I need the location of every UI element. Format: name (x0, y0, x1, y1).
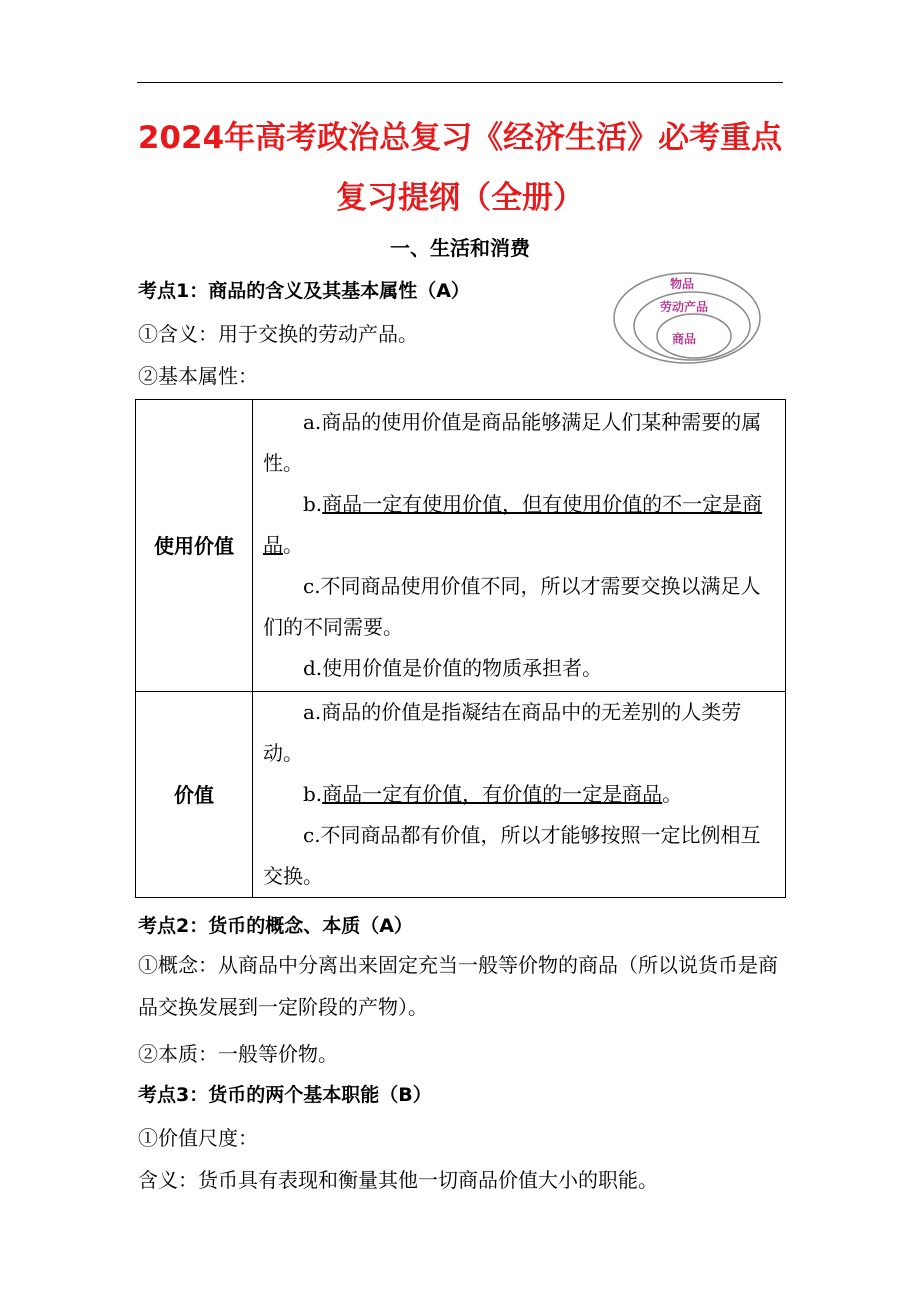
kp2-essence: ②本质：一般等价物。 (138, 1042, 338, 1066)
commodity-nesting-diagram (612, 270, 762, 365)
value-b (263, 774, 779, 815)
kp3-measure: ①价值尺度： (138, 1126, 258, 1150)
use-value-d: d.使用价值是价值的物质承担者。 (303, 656, 603, 680)
value-header: 价值 (136, 692, 253, 898)
kp1-meaning: ①含义：用于交换的劳动产品。 (138, 322, 418, 346)
use-value-c: c.不同商品使用价值不同，所以才需要交换以满足人们的不同需要。 (263, 574, 761, 639)
use-value-a: a.商品的使用价值是商品能够满足人们某种需要的属性。 (263, 410, 762, 475)
use-value-content (253, 400, 786, 692)
use-value-b-underlined: 商品一定有使用价值，但有使用价值的不一定是商品 (263, 492, 763, 557)
attribute-table (135, 399, 786, 898)
diagram-label-outer: 物品 (669, 277, 695, 291)
use-value-b-suffix: 。 (283, 533, 303, 557)
document-title-line-1: 2024年高考政治总复习《经济生活》必考重点 (137, 120, 783, 156)
value-row (136, 692, 786, 898)
value-content (253, 692, 786, 898)
diagram-label-inner: 商品 (671, 332, 697, 346)
section-heading: 一、生活和消费 (390, 236, 530, 260)
kp1-heading: 考点1：商品的含义及其基本属性（A） (138, 280, 470, 302)
kp3-meaning: 含义：货币具有表现和衡量其他一切商品价值大小的职能。 (138, 1168, 658, 1192)
top-rule (137, 82, 783, 83)
kp2-concept: ①概念：从商品中分离出来固定充当一般等价物的商品（所以说货币是商品交换发展到一定阶段的产物）。 (138, 953, 778, 1019)
value-b-prefix: b. (303, 782, 323, 806)
use-value-b (263, 484, 779, 566)
value-c: c.不同商品都有价值，所以才能够按照一定比例相互交换。 (263, 823, 761, 888)
kp3-heading: 考点3：货币的两个基本职能（B） (138, 1084, 432, 1106)
use-value-b-prefix: b. (303, 492, 323, 516)
use-value-row (136, 400, 786, 692)
value-b-suffix: 。 (662, 782, 683, 806)
diagram-label-middle: 劳动产品 (659, 300, 709, 314)
kp1-attributes-label: ②基本属性： (138, 364, 258, 388)
value-a: a.商品的价值是指凝结在商品中的无差别的人类劳动。 (263, 700, 742, 765)
document-title-line-2: 复习提纲（全册） (336, 180, 584, 216)
value-b-underlined: 商品一定有价值，有价值的一定是商品 (322, 782, 663, 806)
use-value-header: 使用价值 (136, 400, 253, 692)
kp2-heading: 考点2：货币的概念、本质（A） (138, 915, 413, 937)
